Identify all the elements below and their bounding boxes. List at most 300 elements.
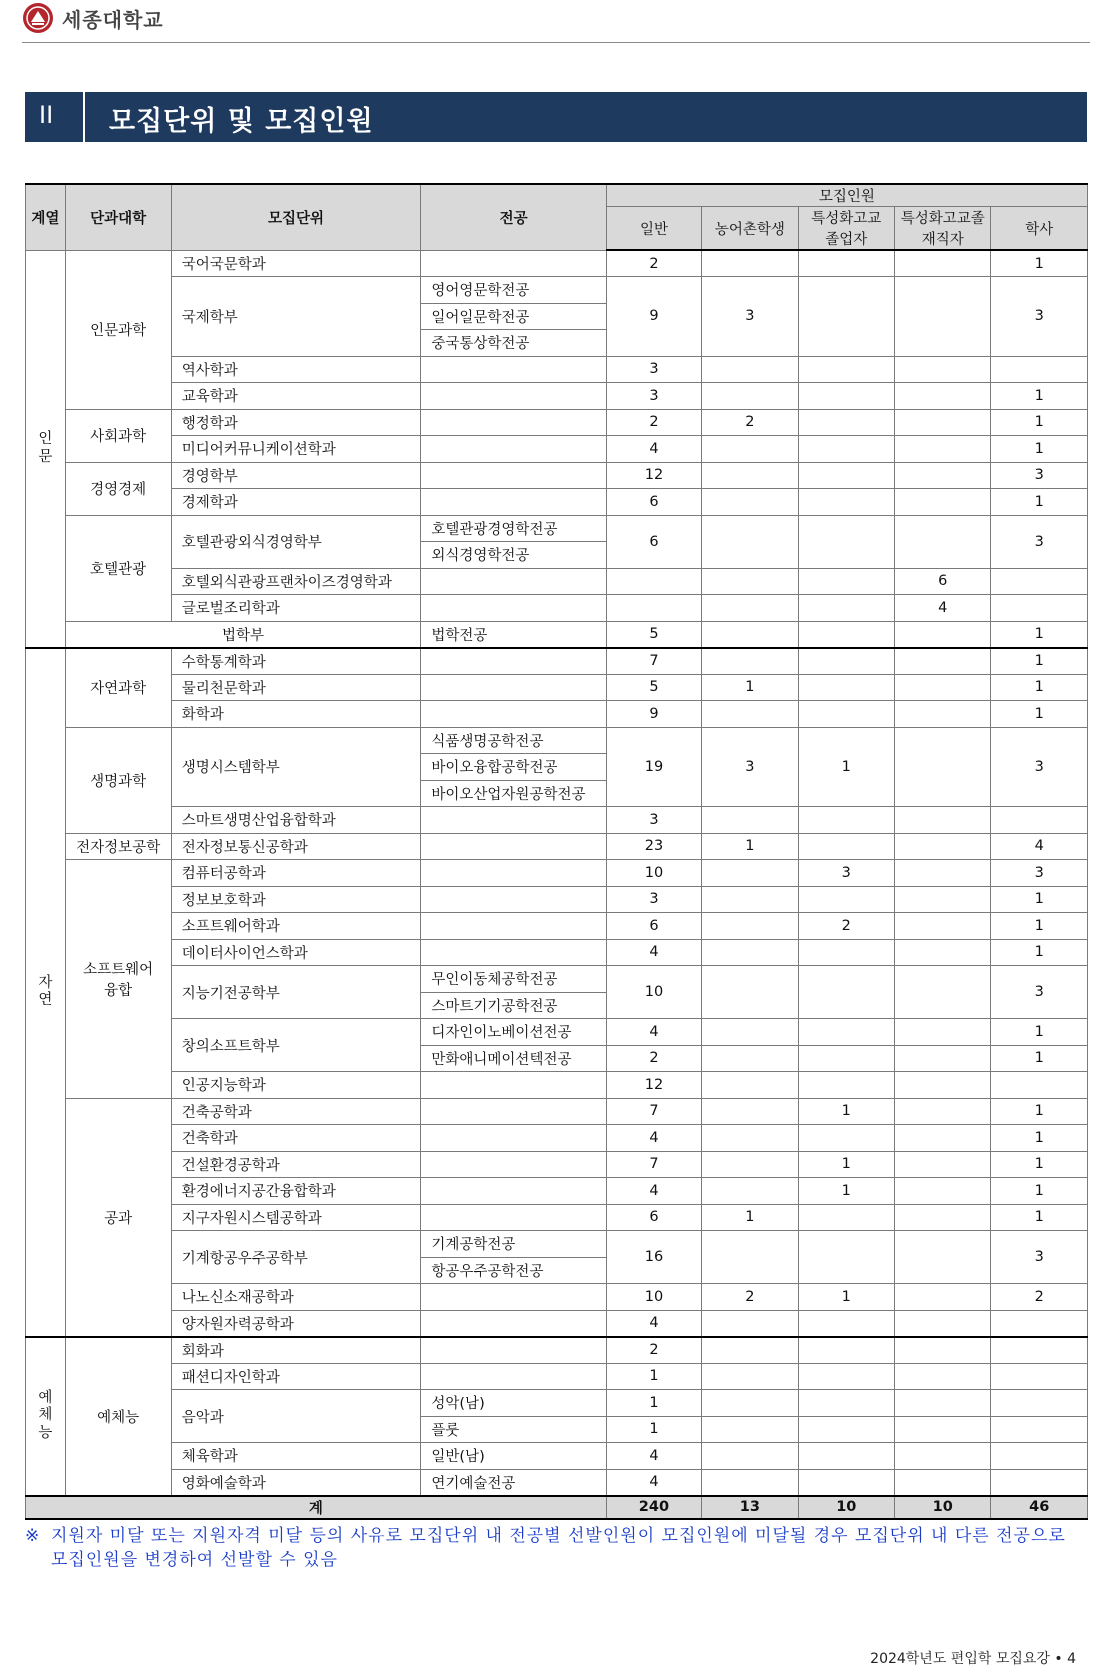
bachelor-cell: 1 — [991, 886, 1088, 913]
major-cell — [421, 939, 606, 966]
unit-cell: 건설환경공학과 — [171, 1151, 421, 1178]
unit-cell: 데이터사이언스학과 — [171, 939, 421, 966]
special-work-cell — [895, 913, 991, 940]
major-cell — [421, 860, 606, 887]
unit-cell: 국어국문학과 — [171, 250, 421, 277]
unit-cell: 회화과 — [171, 1337, 421, 1364]
table-row — [26, 1072, 1088, 1099]
bachelor-cell — [991, 807, 1088, 834]
special-work-cell — [895, 966, 991, 1019]
special-work-cell — [895, 727, 991, 807]
general-cell: 2 — [606, 1045, 701, 1072]
college-cell: 자연과학 — [65, 648, 171, 728]
rural-cell — [702, 489, 798, 516]
table-row — [26, 1469, 1088, 1496]
group-cell — [26, 1337, 66, 1496]
general-cell: 5 — [606, 621, 701, 648]
table-row — [26, 1098, 1088, 1125]
major-cell — [421, 1284, 606, 1311]
general-cell: 9 — [606, 701, 701, 728]
major-cell: 중국통상학전공 — [421, 330, 606, 357]
table-row — [26, 701, 1088, 728]
college-cell: 호텔관광 — [65, 515, 171, 621]
major-cell — [421, 1178, 606, 1205]
special-grad-cell — [798, 462, 894, 489]
general-cell: 1 — [606, 1390, 701, 1417]
unit-cell: 국제학부 — [171, 277, 421, 357]
special-work-cell — [895, 1469, 991, 1496]
major-cell — [421, 807, 606, 834]
bachelor-cell: 1 — [991, 1019, 1088, 1046]
rural-cell — [702, 1337, 798, 1364]
rural-cell — [702, 966, 798, 1019]
unit-cell: 법학부 — [65, 621, 421, 648]
group-label: 인 문 — [38, 431, 53, 465]
unit-cell: 호텔외식관광프랜차이즈경영학과 — [171, 568, 421, 595]
bachelor-cell — [991, 1072, 1088, 1099]
special-work-cell — [895, 1284, 991, 1311]
table-row — [26, 621, 1088, 648]
special-work-cell — [895, 356, 991, 383]
major-cell — [421, 568, 606, 595]
bachelor-cell — [991, 1363, 1088, 1390]
table-row — [26, 966, 1088, 993]
bachelor-cell — [991, 1310, 1088, 1337]
general-cell: 4 — [606, 1125, 701, 1152]
bachelor-cell: 1 — [991, 648, 1088, 675]
major-cell: 만화애니메이션텍전공 — [421, 1045, 606, 1072]
rural-cell — [702, 1390, 798, 1417]
header-general: 일반 — [606, 207, 701, 251]
general-cell: 19 — [606, 727, 701, 807]
special-grad-cell — [798, 515, 894, 568]
unit-cell: 소프트웨어학과 — [171, 913, 421, 940]
special-grad-cell — [798, 1310, 894, 1337]
college-cell: 공과 — [65, 1098, 171, 1337]
general-cell: 4 — [606, 1019, 701, 1046]
general-cell: 12 — [606, 1072, 701, 1099]
bachelor-cell: 3 — [991, 727, 1088, 807]
general-cell: 16 — [606, 1231, 701, 1284]
rural-cell — [702, 1072, 798, 1099]
major-cell: 호텔관광경영학전공 — [421, 515, 606, 542]
major-cell: 연기예술전공 — [421, 1469, 606, 1496]
major-cell — [421, 674, 606, 701]
table-row — [26, 886, 1088, 913]
rural-cell — [702, 436, 798, 463]
special-grad-cell — [798, 1416, 894, 1443]
major-cell — [421, 1098, 606, 1125]
special-grad-cell: 1 — [798, 1151, 894, 1178]
table-row — [26, 250, 1088, 277]
major-cell — [421, 701, 606, 728]
unit-cell: 영화예술학과 — [171, 1469, 421, 1496]
college-cell: 생명과학 — [65, 727, 171, 833]
table-row — [26, 727, 1088, 754]
page-footer: 2024학년도 편입학 모집요강 • 4 — [870, 1651, 1076, 1667]
bachelor-cell: 3 — [991, 277, 1088, 357]
major-cell: 성악(남) — [421, 1390, 606, 1417]
special-grad-cell — [798, 886, 894, 913]
bachelor-cell — [991, 1443, 1088, 1470]
bachelor-cell: 3 — [991, 462, 1088, 489]
unit-cell: 교육학과 — [171, 383, 421, 410]
major-cell — [421, 1072, 606, 1099]
special-grad-cell — [798, 436, 894, 463]
table-row — [26, 1337, 1088, 1364]
general-cell: 10 — [606, 966, 701, 1019]
rural-cell — [702, 701, 798, 728]
table-row — [26, 939, 1088, 966]
table-header — [26, 184, 1088, 250]
table-row — [26, 1284, 1088, 1311]
header-unit: 모집단위 — [171, 184, 421, 250]
special-grad-cell — [798, 356, 894, 383]
major-cell: 일어일문학전공 — [421, 303, 606, 330]
rural-cell — [702, 595, 798, 622]
major-cell: 플룻 — [421, 1416, 606, 1443]
rural-cell — [702, 1125, 798, 1152]
major-cell — [421, 1204, 606, 1231]
special-grad-cell — [798, 701, 894, 728]
special-grad-cell — [798, 1072, 894, 1099]
table-row — [26, 860, 1088, 887]
logo-text: 세종대학교 — [62, 8, 164, 32]
special-grad-cell — [798, 1337, 894, 1364]
special-grad-cell — [798, 250, 894, 277]
bachelor-cell: 1 — [991, 621, 1088, 648]
bachelor-cell: 1 — [991, 1098, 1088, 1125]
special-grad-cell — [798, 1363, 894, 1390]
special-grad-cell — [798, 1019, 894, 1046]
college-cell: 사회과학 — [65, 409, 171, 462]
major-cell: 기계공학전공 — [421, 1231, 606, 1258]
general-cell: 6 — [606, 515, 701, 568]
major-cell — [421, 462, 606, 489]
unit-cell: 글로벌조리학과 — [171, 595, 421, 622]
bachelor-cell: 3 — [991, 515, 1088, 568]
general-cell: 3 — [606, 383, 701, 410]
group-label: 예 체 능 — [38, 1389, 53, 1441]
special-work-cell — [895, 939, 991, 966]
general-cell: 10 — [606, 860, 701, 887]
bachelor-cell: 1 — [991, 489, 1088, 516]
bachelor-cell: 1 — [991, 1125, 1088, 1152]
special-grad-cell — [798, 807, 894, 834]
general-cell: 4 — [606, 1469, 701, 1496]
rural-cell: 1 — [702, 674, 798, 701]
rural-cell — [702, 1151, 798, 1178]
special-grad-cell — [798, 833, 894, 860]
unit-cell: 환경에너지공간융합학과 — [171, 1178, 421, 1205]
table-row — [26, 356, 1088, 383]
college-cell: 경영경제 — [65, 462, 171, 515]
special-work-cell — [895, 1098, 991, 1125]
special-work-cell — [895, 277, 991, 357]
special-grad-cell — [798, 489, 894, 516]
special-grad-cell — [798, 1125, 894, 1152]
general-cell: 3 — [606, 886, 701, 913]
special-work-cell — [895, 515, 991, 568]
table-row — [26, 807, 1088, 834]
rural-cell — [702, 1231, 798, 1284]
special-grad-cell — [798, 621, 894, 648]
total-label: 계 — [26, 1496, 607, 1519]
special-grad-cell — [798, 1231, 894, 1284]
special-grad-cell: 1 — [798, 1284, 894, 1311]
general-cell: 6 — [606, 489, 701, 516]
special-work-cell — [895, 409, 991, 436]
rural-cell — [702, 807, 798, 834]
special-work-cell — [895, 489, 991, 516]
bachelor-cell: 1 — [991, 701, 1088, 728]
bachelor-cell: 1 — [991, 1151, 1088, 1178]
header-bachelor: 학사 — [991, 207, 1088, 251]
unit-cell: 전자정보통신공학과 — [171, 833, 421, 860]
bachelor-cell: 1 — [991, 409, 1088, 436]
major-cell — [421, 886, 606, 913]
table-row — [26, 648, 1088, 675]
bachelor-cell: 1 — [991, 1045, 1088, 1072]
special-work-cell — [895, 1072, 991, 1099]
rural-cell — [702, 1045, 798, 1072]
university-seal-icon — [22, 2, 54, 34]
major-cell — [421, 1337, 606, 1364]
rural-cell — [702, 250, 798, 277]
general-cell: 4 — [606, 1178, 701, 1205]
college-cell: 전자정보공학 — [65, 833, 171, 860]
major-cell — [421, 383, 606, 410]
table-row — [26, 1125, 1088, 1152]
table-row — [26, 1443, 1088, 1470]
rural-cell — [702, 515, 798, 568]
rural-cell: 1 — [702, 1204, 798, 1231]
unit-cell: 음악과 — [171, 1390, 421, 1443]
major-cell — [421, 833, 606, 860]
special-grad-cell — [798, 939, 894, 966]
special-work-cell — [895, 1178, 991, 1205]
rural-cell — [702, 383, 798, 410]
major-cell — [421, 409, 606, 436]
unit-cell: 경제학과 — [171, 489, 421, 516]
header-recruit: 모집인원 — [606, 184, 1087, 207]
section-banner — [25, 92, 1087, 142]
college-cell: 인문과학 — [65, 250, 171, 409]
bachelor-cell: 1 — [991, 250, 1088, 277]
rural-cell — [702, 886, 798, 913]
rural-cell — [702, 1416, 798, 1443]
special-work-cell — [895, 383, 991, 410]
table-body — [26, 250, 1088, 1519]
special-grad-cell — [798, 674, 894, 701]
bachelor-cell: 1 — [991, 1204, 1088, 1231]
special-work-cell — [895, 250, 991, 277]
special-work-cell — [895, 886, 991, 913]
special-work-cell — [895, 1310, 991, 1337]
bachelor-cell — [991, 1416, 1088, 1443]
table-row — [26, 409, 1088, 436]
general-cell: 4 — [606, 1310, 701, 1337]
major-cell: 디자인이노베이션전공 — [421, 1019, 606, 1046]
header-rural: 농어촌학생 — [702, 207, 798, 251]
table-row — [26, 462, 1088, 489]
major-cell: 식품생명공학전공 — [421, 727, 606, 754]
special-grad-cell: 1 — [798, 727, 894, 807]
bachelor-cell: 1 — [991, 436, 1088, 463]
major-cell: 일반(남) — [421, 1443, 606, 1470]
header-major: 전공 — [421, 184, 606, 250]
special-work-cell — [895, 1443, 991, 1470]
bachelor-cell — [991, 356, 1088, 383]
special-work-cell — [895, 1151, 991, 1178]
rural-cell — [702, 1310, 798, 1337]
bachelor-cell — [991, 1469, 1088, 1496]
special-grad-cell — [798, 1443, 894, 1470]
group-cell — [26, 648, 66, 1337]
unit-cell: 나노신소재공학과 — [171, 1284, 421, 1311]
unit-cell: 지능기전공학부 — [171, 966, 421, 1019]
general-cell: 3 — [606, 807, 701, 834]
table-row — [26, 1178, 1088, 1205]
unit-cell: 스마트생명산업융합학과 — [171, 807, 421, 834]
bachelor-cell: 1 — [991, 939, 1088, 966]
table-row — [26, 1204, 1088, 1231]
major-cell — [421, 250, 606, 277]
total-row — [26, 1496, 1088, 1519]
special-work-cell: 6 — [895, 568, 991, 595]
rural-cell — [702, 568, 798, 595]
unit-cell: 패션디자인학과 — [171, 1363, 421, 1390]
major-cell: 스마트기기공학전공 — [421, 992, 606, 1019]
table-row — [26, 913, 1088, 940]
table-row — [26, 1019, 1088, 1046]
unit-cell: 인공지능학과 — [171, 1072, 421, 1099]
special-grad-cell — [798, 1045, 894, 1072]
special-grad-cell — [798, 277, 894, 357]
special-grad-cell — [798, 1204, 894, 1231]
special-grad-cell — [798, 966, 894, 1019]
group-label: 자 연 — [38, 974, 53, 1008]
unit-cell: 호텔관광외식경영학부 — [171, 515, 421, 568]
major-cell: 영어영문학전공 — [421, 277, 606, 304]
special-grad-cell — [798, 568, 894, 595]
table-row — [26, 515, 1088, 542]
section-title: 모집단위 및 모집인원 — [109, 106, 374, 137]
major-cell — [421, 436, 606, 463]
general-cell: 7 — [606, 648, 701, 675]
special-grad-cell — [798, 1390, 894, 1417]
rural-cell — [702, 1363, 798, 1390]
unit-cell: 지구자원시스템공학과 — [171, 1204, 421, 1231]
general-cell: 6 — [606, 913, 701, 940]
rural-cell: 3 — [702, 277, 798, 357]
table-row — [26, 1231, 1088, 1258]
total-bachelor: 46 — [991, 1496, 1088, 1519]
table-row — [26, 674, 1088, 701]
general-cell: 2 — [606, 250, 701, 277]
note-text: 지원자 미달 또는 지원자격 미달 등의 사유로 모집단위 내 전공별 선발인원이 모집인원에 미달될 경우 모집단위 내 다른 전공으로 모집인원을 변경하여 선발할 수 있음 — [51, 1526, 1066, 1570]
bachelor-cell: 4 — [991, 833, 1088, 860]
rural-cell — [702, 913, 798, 940]
special-work-cell — [895, 1416, 991, 1443]
bachelor-cell — [991, 1337, 1088, 1364]
unit-cell: 기계항공우주공학부 — [171, 1231, 421, 1284]
unit-cell: 컴퓨터공학과 — [171, 860, 421, 887]
table-row — [26, 1310, 1088, 1337]
unit-cell: 경영학부 — [171, 462, 421, 489]
general-cell: 2 — [606, 409, 701, 436]
general-cell: 9 — [606, 277, 701, 357]
unit-cell: 건축공학과 — [171, 1098, 421, 1125]
general-cell: 1 — [606, 1363, 701, 1390]
general-cell: 10 — [606, 1284, 701, 1311]
bachelor-cell — [991, 568, 1088, 595]
unit-cell: 건축학과 — [171, 1125, 421, 1152]
bachelor-cell — [991, 595, 1088, 622]
bachelor-cell: 3 — [991, 860, 1088, 887]
unit-cell: 양자원자력공학과 — [171, 1310, 421, 1337]
general-cell: 4 — [606, 1443, 701, 1470]
bachelor-cell: 1 — [991, 674, 1088, 701]
general-cell: 1 — [606, 1416, 701, 1443]
special-work-cell — [895, 674, 991, 701]
major-cell — [421, 1310, 606, 1337]
general-cell: 23 — [606, 833, 701, 860]
unit-cell: 정보보호학과 — [171, 886, 421, 913]
general-cell: 5 — [606, 674, 701, 701]
major-cell: 항공우주공학전공 — [421, 1257, 606, 1284]
major-cell — [421, 913, 606, 940]
unit-cell: 화학과 — [171, 701, 421, 728]
unit-cell: 수학통계학과 — [171, 648, 421, 675]
unit-cell: 창의소프트학부 — [171, 1019, 421, 1072]
special-work-cell — [895, 1231, 991, 1284]
special-work-cell — [895, 436, 991, 463]
rural-cell: 1 — [702, 833, 798, 860]
table-row — [26, 436, 1088, 463]
rural-cell — [702, 1098, 798, 1125]
table-row — [26, 489, 1088, 516]
major-cell — [421, 1363, 606, 1390]
special-grad-cell — [798, 595, 894, 622]
special-grad-cell — [798, 409, 894, 436]
major-cell — [421, 648, 606, 675]
rural-cell — [702, 621, 798, 648]
total-rural: 13 — [702, 1496, 798, 1519]
rural-cell: 2 — [702, 1284, 798, 1311]
special-work-cell — [895, 1390, 991, 1417]
special-work-cell — [895, 807, 991, 834]
rural-cell: 2 — [702, 409, 798, 436]
general-cell: 12 — [606, 462, 701, 489]
special-work-cell — [895, 1363, 991, 1390]
rural-cell: 3 — [702, 727, 798, 807]
general-cell: 4 — [606, 436, 701, 463]
table-row — [26, 568, 1088, 595]
special-work-cell — [895, 701, 991, 728]
major-cell — [421, 1151, 606, 1178]
unit-cell: 역사학과 — [171, 356, 421, 383]
rural-cell — [702, 1443, 798, 1470]
bachelor-cell: 1 — [991, 913, 1088, 940]
header-college: 단과대학 — [65, 184, 171, 250]
special-grad-cell: 2 — [798, 913, 894, 940]
table-row — [26, 595, 1088, 622]
special-work-cell: 4 — [895, 595, 991, 622]
rural-cell — [702, 1469, 798, 1496]
group-cell — [26, 250, 66, 648]
unit-cell: 미디어커뮤니케이션학과 — [171, 436, 421, 463]
